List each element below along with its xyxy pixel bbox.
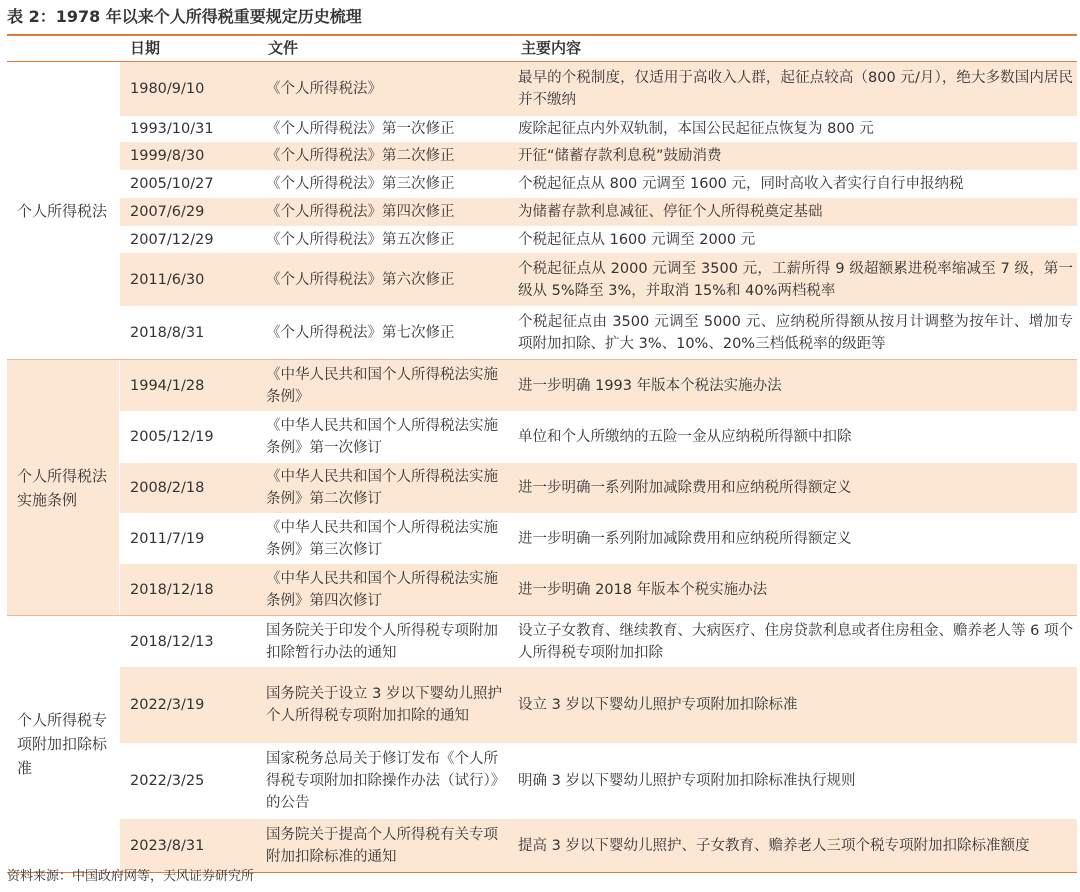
group-label (7, 62, 119, 359)
document-cell-text: 国务院关于设立 3 岁以下婴幼儿照护个人所得税专项附加扣除的通知 (266, 686, 502, 724)
document-cell (266, 253, 518, 306)
group-label (7, 616, 119, 872)
document-cell (266, 142, 518, 170)
date-cell (120, 198, 266, 226)
document-cell (266, 170, 518, 198)
document-cell-text: 《个人所得税法》第四次修正 (266, 204, 455, 220)
document-cell-text: 《中华人民共和国个人所得税法实施条例》第一次修订 (266, 418, 498, 456)
date-cell (120, 62, 266, 116)
date-cell (120, 463, 266, 513)
date-cell (120, 226, 266, 253)
content-cell (518, 411, 1077, 463)
date-cell (120, 253, 266, 306)
document-cell-text: 《中华人民共和国个人所得税法实施条例》第二次修订 (266, 469, 498, 507)
row-group (7, 62, 1077, 360)
table-header (7, 36, 1077, 61)
content-cell-text: 进一步明确一系列附加减除费用和应纳税所得额定义 (518, 480, 852, 496)
content-cell (518, 198, 1077, 226)
date-cell (120, 616, 266, 667)
content-cell-text: 个税起征点从 1600 元调至 2000 元 (518, 231, 756, 248)
table-row (120, 170, 1077, 198)
document-cell-text: 国家税务总局关于修订发布《个人所得税专项附加扣除操作办法（试行）》的公告 (266, 751, 498, 811)
group-label-text: 个人所得税法实施条例 (17, 466, 108, 509)
date-cell-text: 1993/10/31 (130, 121, 214, 137)
content-cell-text: 进一步明确 2018 年版本个税实施办法 (518, 581, 768, 598)
document-cell-text: 《中华人民共和国个人所得税法实施条例》第四次修订 (266, 570, 498, 609)
document-cell (266, 564, 518, 615)
date-cell-text: 2011/7/19 (130, 530, 205, 547)
table-row (120, 116, 1077, 142)
row-group (7, 616, 1077, 873)
date-cell-text: 2018/12/13 (130, 633, 214, 650)
content-cell (518, 306, 1077, 359)
content-cell (518, 116, 1077, 142)
document-cell-text: 国务院关于提高个人所得税有关专项附加扣除标准的通知 (266, 826, 498, 865)
content-cell (518, 226, 1077, 253)
date-cell-text: 1980/9/10 (130, 81, 205, 97)
table-row (120, 819, 1077, 872)
content-cell (518, 513, 1077, 564)
content-cell (518, 743, 1077, 819)
content-cell (518, 253, 1077, 306)
date-cell-text: 2005/12/19 (130, 429, 214, 445)
date-cell (120, 142, 266, 170)
table-row (120, 306, 1077, 359)
table-row (120, 616, 1077, 667)
table-row (120, 463, 1077, 513)
document-cell (266, 306, 518, 359)
content-cell-text: 提高 3 岁以下婴幼儿照护、子女教育、赡养老人三项个税专项附加扣除标准额度 (518, 837, 1030, 854)
table-row (120, 253, 1077, 306)
date-cell-text: 2018/8/31 (130, 324, 205, 341)
content-cell (518, 616, 1077, 667)
content-cell-text: 设立 3 岁以下婴幼儿照护专项附加扣除标准 (518, 697, 798, 713)
content-cell-text: 进一步明确 1993 年版本个税法实施办法 (518, 377, 782, 394)
date-cell (120, 411, 266, 463)
document-cell-text: 《个人所得税法》第三次修正 (266, 176, 455, 192)
table-row (120, 226, 1077, 253)
group-label (7, 360, 119, 615)
content-cell (518, 819, 1077, 872)
date-cell (120, 743, 266, 819)
document-cell (266, 226, 518, 253)
table-row (120, 411, 1077, 463)
date-cell-text: 1999/8/30 (130, 148, 205, 164)
date-cell (120, 667, 266, 743)
document-cell-text: 《个人所得税法》第一次修正 (266, 121, 455, 137)
table-title: 表 2：1978 年以来个人所得税重要规定历史梳理 (7, 7, 362, 26)
content-cell (518, 463, 1077, 513)
document-cell-text: 《中华人民共和国个人所得税法实施条例》 (266, 366, 498, 405)
date-cell-text: 2011/6/30 (130, 271, 205, 288)
table-row (120, 62, 1077, 116)
date-cell-text: 1994/1/28 (130, 377, 205, 394)
date-cell-text: 2007/6/29 (130, 204, 205, 220)
content-cell-text: 废除起征点内外双轨制，本国公民起征点恢复为 800 元 (518, 121, 874, 137)
date-cell (120, 513, 266, 564)
document-cell (266, 616, 518, 667)
content-cell-text: 个税起征点从 800 元调至 1600 元，同时高收入者实行自行申报纳税 (518, 176, 964, 192)
table-row (120, 667, 1077, 743)
date-cell (120, 170, 266, 198)
date-cell-text: 2022/3/19 (130, 697, 205, 713)
table-row (120, 142, 1077, 170)
content-cell-text: 个税起征点由 3500 元调至 5000 元、应纳税所得额从按月计调整为按年计、增加专项附加扣除、扩大 3%、10%、20%三档低税率的级距等 (518, 313, 1073, 352)
group-label-text: 个人所得税法 (17, 201, 108, 220)
document-cell-text: 《个人所得税法》第七次修正 (266, 324, 455, 341)
table-row (120, 360, 1077, 411)
column-header-content: 主要内容 (521, 39, 582, 57)
document-cell (266, 198, 518, 226)
document-cell (266, 743, 518, 819)
date-cell-text: 2007/12/29 (130, 231, 214, 248)
document-cell-text: 《个人所得税法》 (266, 81, 382, 97)
document-cell (266, 513, 518, 564)
group-label-text: 个人所得税专项附加扣除标准 (17, 711, 108, 777)
document-cell (266, 116, 518, 142)
document-cell (266, 463, 518, 513)
table-row (120, 743, 1077, 819)
source-note: 资料来源：中国政府网等，天风证券研究所 (7, 869, 255, 884)
content-cell-text: 个税起征点从 2000 元调至 3500 元，工薪所得 9 级超额累进税率缩减至 7 级，第一级从 5%降至 3%，并取消 15%和 40%两档税率 (518, 260, 1073, 299)
date-cell (120, 306, 266, 359)
date-cell (120, 360, 266, 411)
date-cell (120, 564, 266, 615)
date-cell-text: 2008/2/18 (130, 480, 205, 496)
content-cell-text: 设立子女教育、继续教育、大病医疗、住房贷款利息或者住房租金、赡养老人等 6 项个人所得税专项附加扣除 (518, 622, 1073, 661)
table-row (120, 198, 1077, 226)
content-cell-text: 进一步明确一系列附加减除费用和应纳税所得额定义 (518, 530, 852, 547)
date-cell-text: 2022/3/25 (130, 773, 205, 789)
document-cell-text: 《个人所得税法》第五次修正 (266, 231, 455, 248)
document-cell (266, 667, 518, 743)
document-cell (266, 411, 518, 463)
document-cell (266, 62, 518, 116)
content-cell (518, 667, 1077, 743)
tax-regulation-table (7, 62, 1077, 873)
content-cell-text: 为储蓄存款利息减征、停征个人所得税奠定基础 (518, 204, 823, 220)
content-cell (518, 360, 1077, 411)
column-header-document: 文件 (268, 39, 299, 57)
content-cell (518, 62, 1077, 116)
document-cell-text: 《中华人民共和国个人所得税法实施条例》第三次修订 (266, 519, 498, 558)
document-cell (266, 819, 518, 872)
date-cell (120, 116, 266, 142)
date-cell-text: 2005/10/27 (130, 176, 214, 192)
content-cell-text: 明确 3 岁以下婴幼儿照护专项附加扣除标准执行规则 (518, 773, 856, 789)
date-cell (120, 819, 266, 872)
content-cell-text: 最早的个税制度，仅适用于高收入人群，起征点较高（800 元/月），绝大多数国内居民并不缴纳 (518, 70, 1073, 108)
content-cell-text: 单位和个人所缴纳的五险一金从应纳税所得额中扣除 (518, 429, 852, 445)
table-row (120, 513, 1077, 564)
document-cell-text: 《个人所得税法》第六次修正 (266, 271, 455, 288)
date-cell-text: 2023/8/31 (130, 837, 205, 854)
column-header-date: 日期 (130, 39, 161, 57)
document-cell (266, 360, 518, 411)
table-row (120, 564, 1077, 615)
content-cell (518, 142, 1077, 170)
content-cell-text: 开征“储蓄存款利息税”鼓励消费 (518, 148, 722, 164)
document-cell-text: 《个人所得税法》第二次修正 (266, 148, 455, 164)
date-cell-text: 2018/12/18 (130, 581, 214, 598)
row-group (7, 360, 1077, 616)
content-cell (518, 170, 1077, 198)
document-cell-text: 国务院关于印发个人所得税专项附加扣除暂行办法的通知 (266, 622, 498, 661)
content-cell (518, 564, 1077, 615)
